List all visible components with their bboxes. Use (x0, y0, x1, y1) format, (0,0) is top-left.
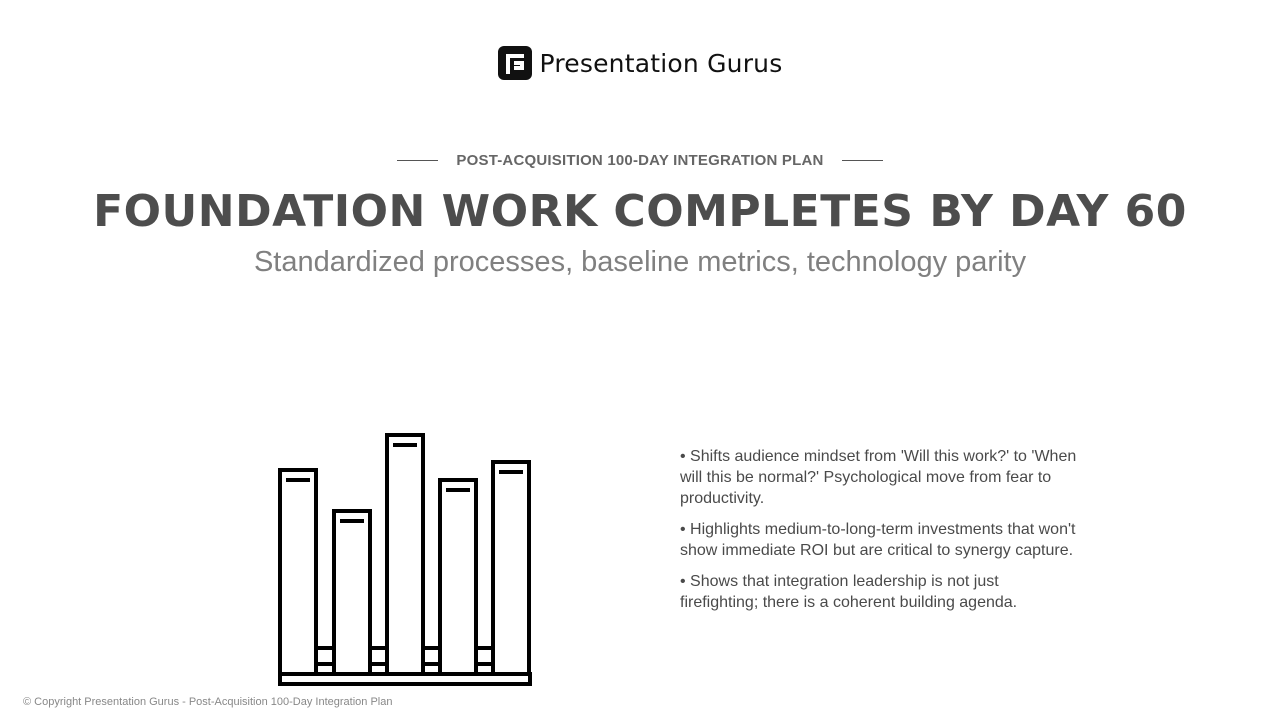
page-subtitle: Standardized processes, baseline metrics, technology parity (253, 246, 1027, 278)
bullet-item: • Shows that integration leadership is not just firefighting; there is a coherent building agenda. (680, 573, 1018, 611)
eyebrow-rule-left (397, 160, 438, 161)
eyebrow-text: POST-ACQUISITION 100-DAY INTEGRATION PLAN (456, 152, 824, 169)
brand-name: Presentation Gurus (539, 48, 783, 78)
bullet-item: • Highlights medium-to-long-term investments that won't show immediate ROI but are critical to synergy capture. (680, 521, 1076, 559)
bullet-item: • Shifts audience mindset from 'Will this work?' to 'When will this be normal?' Psychological move from fear to productivity. (680, 448, 1077, 507)
eyebrow (0, 152, 1280, 169)
eyebrow-rule-right (842, 160, 883, 161)
bullet-list (680, 446, 1080, 623)
brand-logo-icon (498, 46, 532, 80)
books-on-shelf-icon (276, 430, 536, 690)
page-title: FOUNDATION WORK COMPLETES BY DAY 60 (93, 186, 1187, 237)
brand-logo (0, 46, 1280, 80)
footer-copyright: © Copyright Presentation Gurus - Post-Acquisition 100-Day Integration Plan (23, 696, 393, 708)
